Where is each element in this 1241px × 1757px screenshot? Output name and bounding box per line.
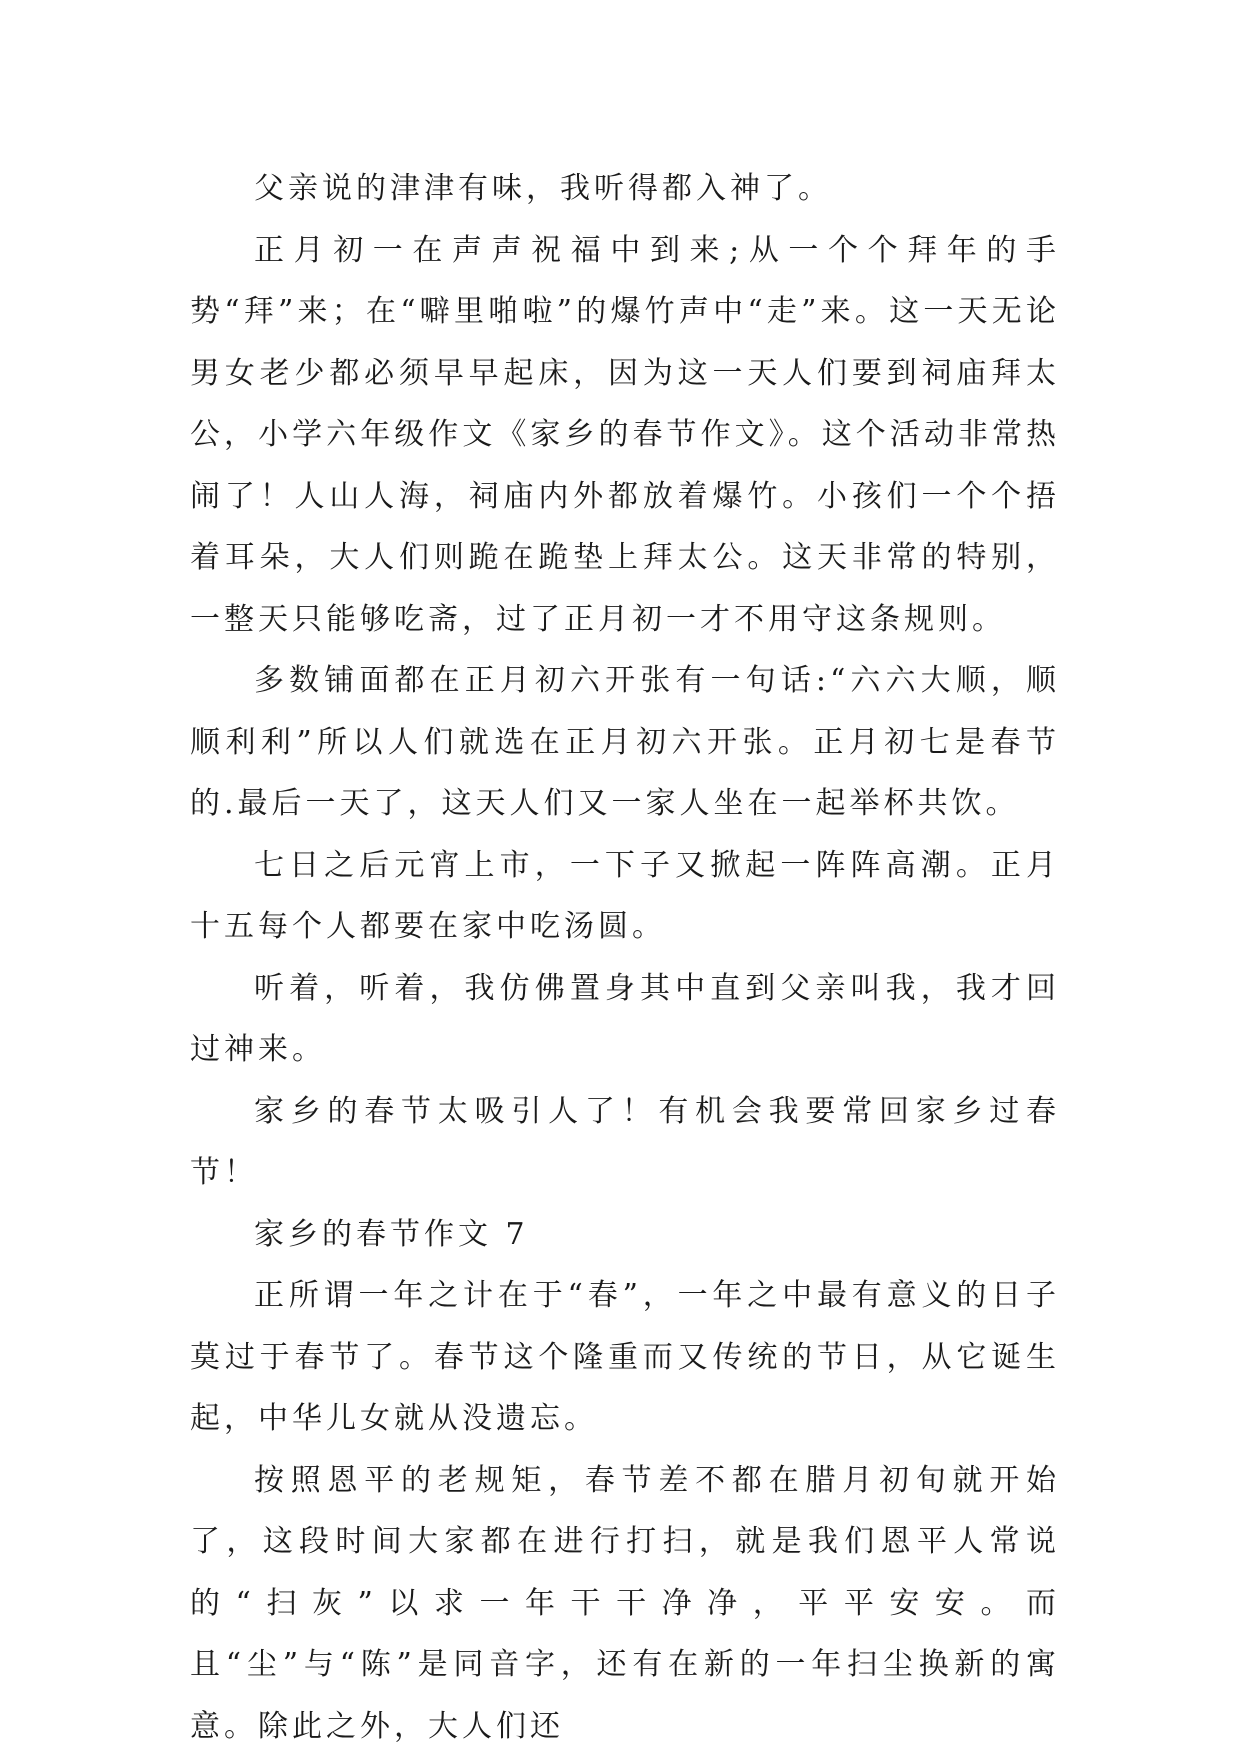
document-body xyxy=(190,158,1060,1757)
paragraph: 父亲说的津津有味，我听得都入神了。 xyxy=(190,158,1060,220)
paragraph: 家乡的春节太吸引人了！有机会我要常回家乡过春节！ xyxy=(190,1081,1060,1204)
paragraph: 七日之后元宵上市，一下子又掀起一阵阵高潮。正月十五每个人都要在家中吃汤圆。 xyxy=(190,835,1060,958)
paragraph: 听着，听着，我仿佛置身其中直到父亲叫我，我才回过神来。 xyxy=(190,958,1060,1081)
paragraph: 正月初一在声声祝福中到来;从一个个拜年的手势“拜”来；在“噼里啪啦”的爆竹声中“走”来。这一天无论男女老少都必须早早起床，因为这一天人们要到祠庙拜太公，小学六年级作文《家乡的春节作文》。这个活动非常热闹了！人山人海，祠庙内外都放着爆竹。小孩们一个个捂着耳朵，大人们则跪在跪垫上拜太公。这天非常的特别，一整天只能够吃斋，过了正月初一才不用守这条规则。 xyxy=(190,220,1060,651)
paragraph: 多数铺面都在正月初六开张有一句话:“六六大顺，顺顺利利”所以人们就选在正月初六开张。正月初七是春节的.最后一天了，这天人们又一家人坐在一起举杯共饮。 xyxy=(190,650,1060,835)
paragraph: 按照恩平的老规矩，春节差不都在腊月初旬就开始了，这段时间大家都在进行打扫，就是我们恩平人常说的“扫灰”以求一年干干净净，平平安安。而且“尘”与“陈”是同音字，还有在新的一年扫尘换新的寓意。除此之外，大人们还 xyxy=(190,1450,1060,1757)
paragraph: 正所谓一年之计在于“春”，一年之中最有意义的日子莫过于春节了。春节这个隆重而又传统的节日，从它诞生起，中华儿女就从没遗忘。 xyxy=(190,1265,1060,1450)
section-heading: 家乡的春节作文 7 xyxy=(190,1204,1060,1266)
